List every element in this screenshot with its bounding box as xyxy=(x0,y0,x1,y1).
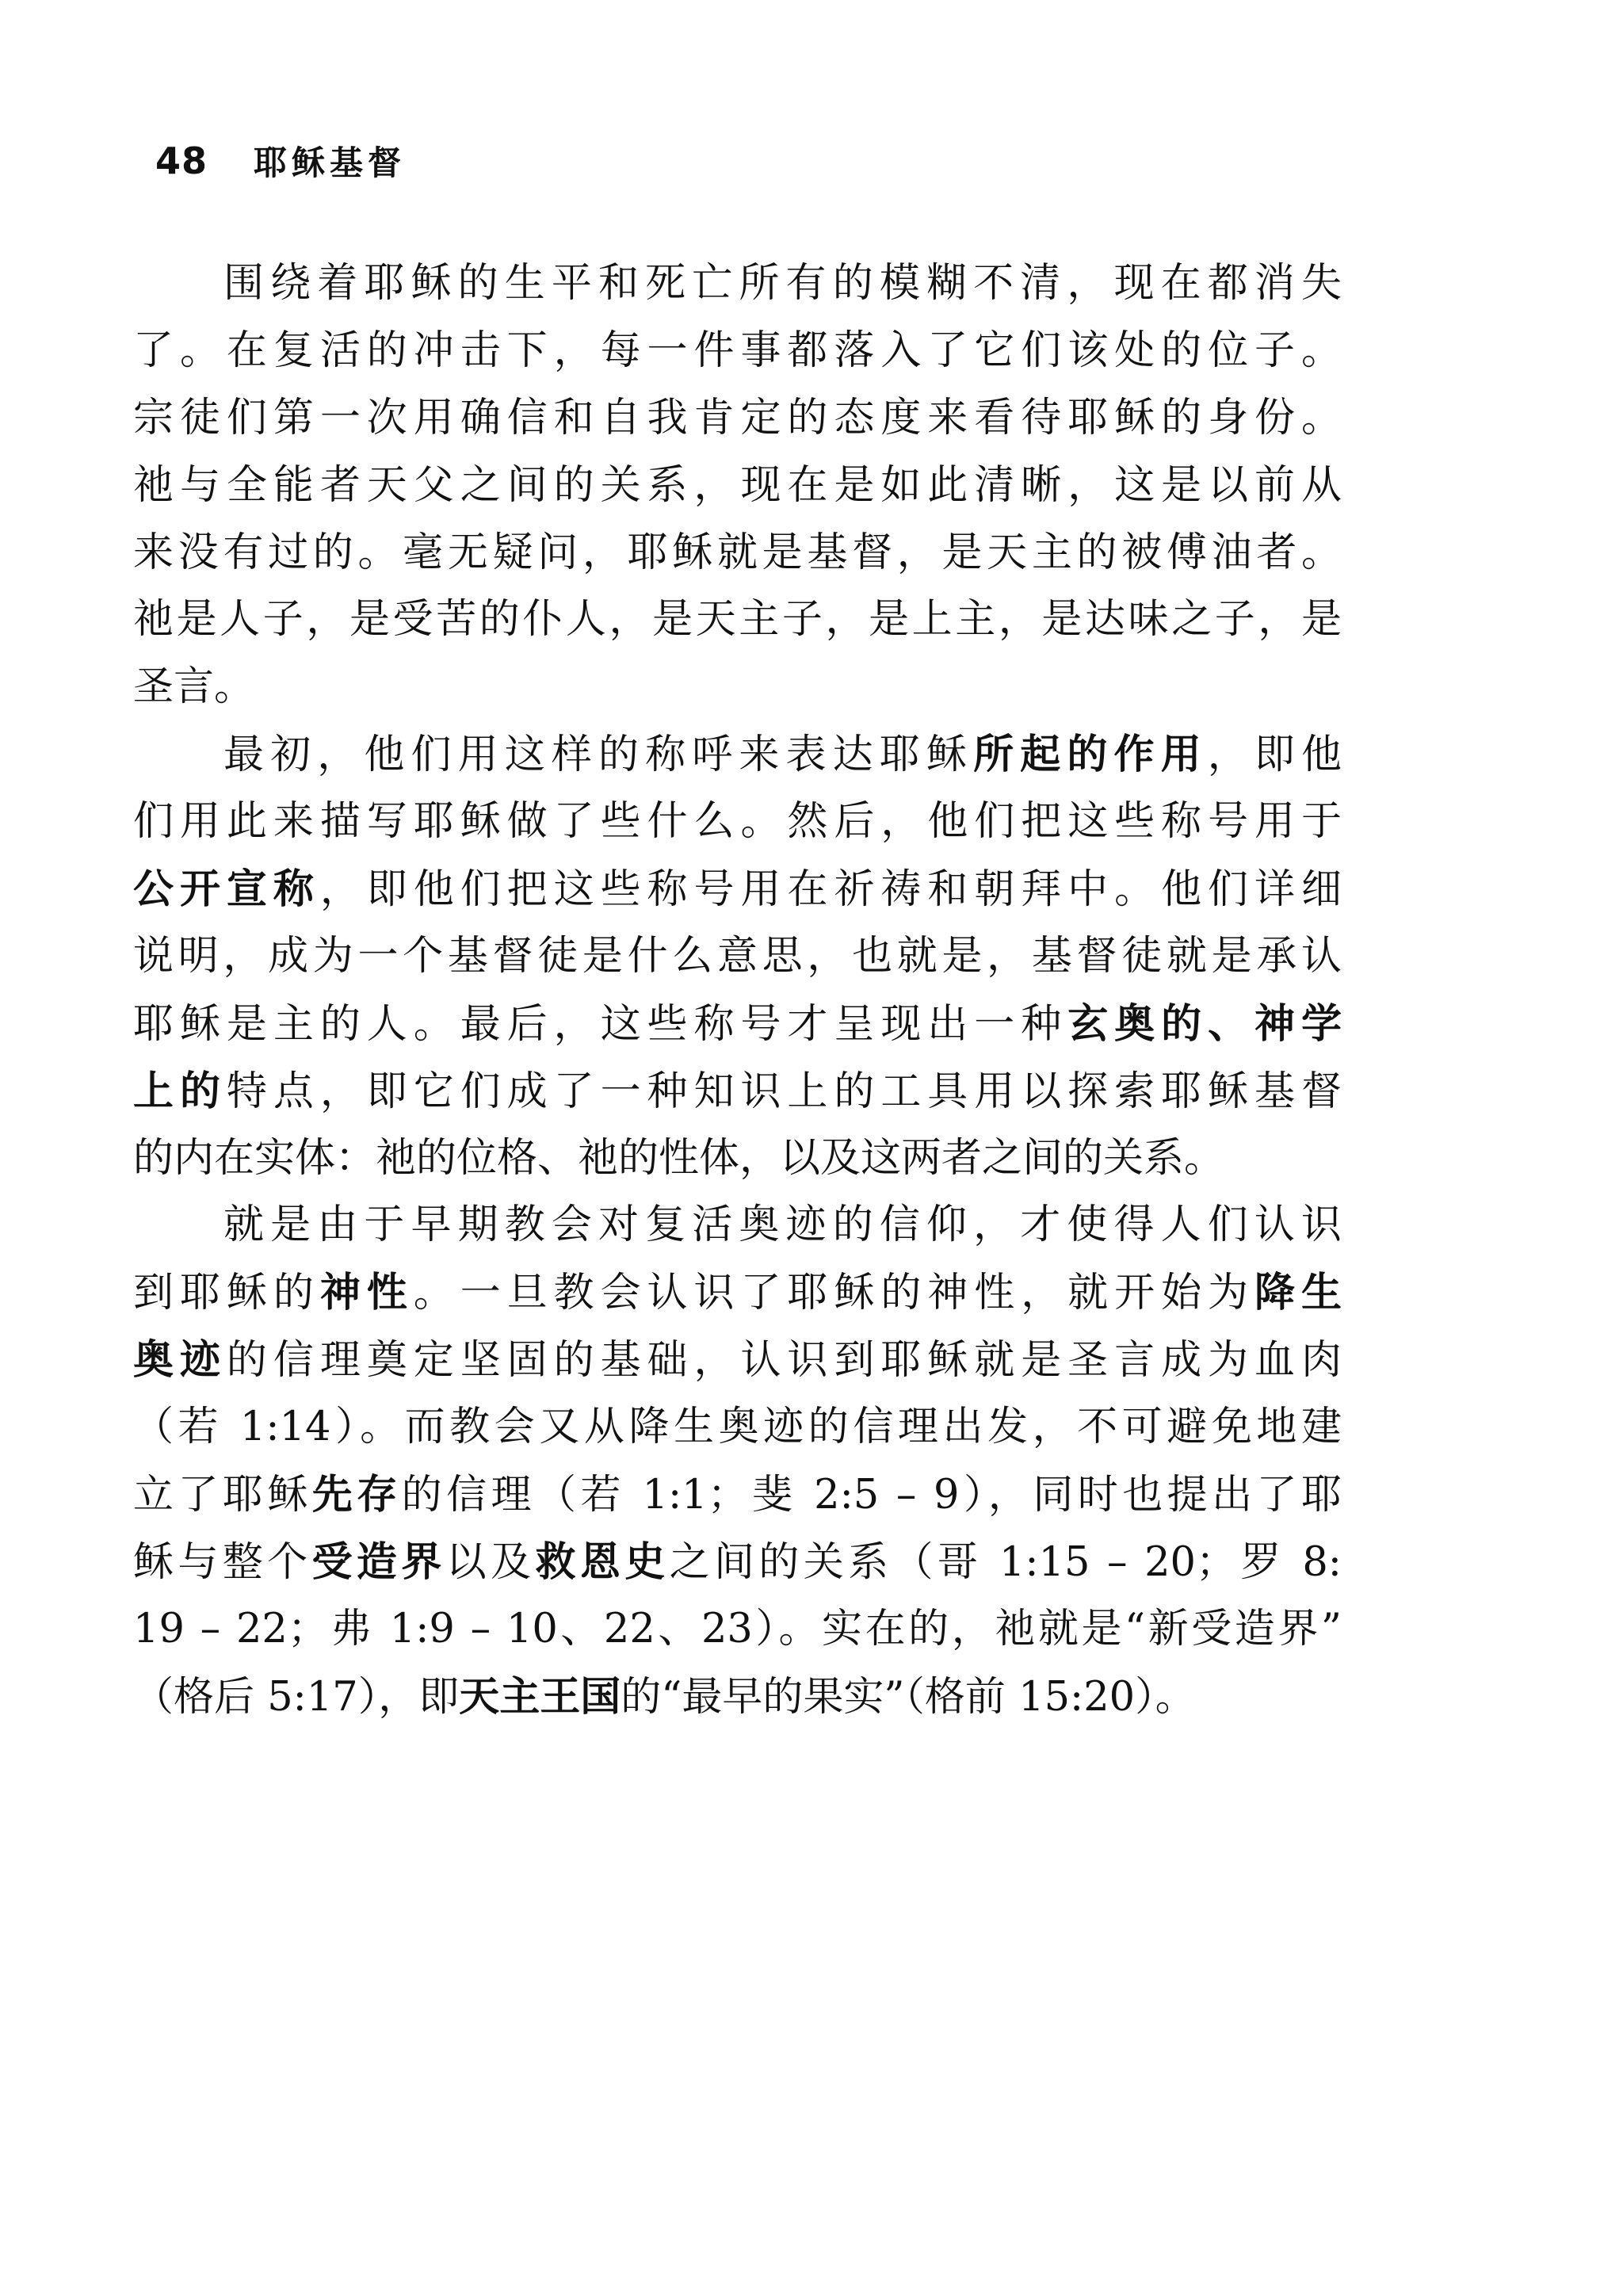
paragraph-1 xyxy=(133,250,1342,721)
text-line: 祂与全能者天父之间的关系，现在是如此清晰，这是以前从 xyxy=(133,461,1342,509)
running-head xyxy=(155,133,406,189)
text-line: 圣言。 xyxy=(133,663,255,711)
emphasis-text: 上的 xyxy=(133,1067,227,1115)
text-line: 祂是人子，是受苦的仆人，是天主子，是上主，是达味之子，是 xyxy=(133,596,1342,644)
emphasis-text: 救恩史 xyxy=(535,1538,670,1586)
text-run: 到耶稣的 xyxy=(133,1270,320,1317)
text-line: 围绕着耶稣的生平和死亡所有的模糊不清，现在都消失 xyxy=(223,260,1342,307)
text-line xyxy=(133,856,1342,923)
text-run: 。一旦教会认识了耶稣的神性，就开始为 xyxy=(413,1270,1255,1317)
emphasis-text: 神性 xyxy=(319,1269,414,1317)
text-run: ，即他们把这些称号用在祈祷和朝拜中。他们详细 xyxy=(319,866,1342,914)
text-line: 来没有过的。毫无疑问，耶稣就是基督，是天主的被傅油者。 xyxy=(133,529,1342,576)
text-line xyxy=(133,1058,1342,1125)
emphasis-text: 天主王国 xyxy=(459,1672,621,1721)
text-run: 最初，他们用这样的称呼来表达耶稣 xyxy=(223,732,974,779)
text-run: 的“最早的果实”（格前 15:20）。 xyxy=(621,1673,1196,1721)
text-run: 耶稣是主的人。最后，这些称号才呈现出一种 xyxy=(133,1000,1068,1048)
text-line xyxy=(133,1529,1342,1596)
text-line: 们用此来描写耶稣做了些什么。然后，他们把这些称号用于 xyxy=(133,798,1342,846)
text-run: 以及 xyxy=(445,1538,536,1586)
text-line: （若 1:14）。而教会又从降生奥迹的信理出发，不可避免地建 xyxy=(133,1404,1342,1451)
text-line xyxy=(133,721,1342,789)
text-line: 了。在复活的冲击下，每一件事都落入了它们该处的位子。 xyxy=(133,327,1342,374)
emphasis-text: 先存 xyxy=(311,1471,402,1519)
text-line: 19 – 22；弗 1:9 – 10、22、23）。实在的，祂就是“新受造界” xyxy=(133,1605,1342,1652)
text-line: 说明，成为一个基督徒是什么意思，也就是，基督徒就是承认 xyxy=(133,932,1342,980)
text-run: （格后 5:17），即 xyxy=(133,1673,460,1721)
text-line xyxy=(133,1327,1342,1394)
body-text xyxy=(133,250,1342,1731)
emphasis-text: 所起的作用 xyxy=(973,731,1208,779)
paragraph-2 xyxy=(133,721,1342,1192)
page-number: 48 xyxy=(155,139,208,182)
text-run: 特点，即它们成了一种知识上的工具用以探索耶稣基督 xyxy=(226,1068,1342,1115)
paragraph-3 xyxy=(133,1192,1342,1730)
emphasis-text: 奥迹 xyxy=(133,1336,227,1385)
text-line xyxy=(133,1664,1342,1731)
text-line: 宗徒们第一次用确信和自我肯定的态度来看待耶稣的身份。 xyxy=(133,394,1342,441)
text-line xyxy=(133,991,1342,1058)
text-run: 稣与整个 xyxy=(133,1538,312,1586)
emphasis-text: 受造界 xyxy=(311,1538,446,1586)
text-line xyxy=(133,1259,1342,1327)
text-line: 就是由于早期教会对复活奥迹的信仰，才使得人们认识 xyxy=(223,1201,1342,1249)
text-line xyxy=(133,1461,1342,1529)
emphasis-text: 玄奥的、神学 xyxy=(1067,999,1342,1048)
text-run: 之间的关系（哥 1:15 – 20；罗 8: xyxy=(669,1538,1342,1586)
text-line: 的内在实体：祂的位格、祂的性体，以及这两者之间的关系。 xyxy=(133,1134,1225,1182)
book-title: 耶稣基督 xyxy=(254,143,407,182)
emphasis-text: 公开宣称 xyxy=(133,865,320,914)
emphasis-text: 降生 xyxy=(1254,1269,1342,1317)
text-run: ，即他 xyxy=(1207,732,1342,779)
text-run: 的信理（若 1:1；斐 2:5 – 9），同时也提出了耶 xyxy=(401,1472,1342,1519)
text-run: 立了耶稣 xyxy=(133,1472,312,1519)
text-run: 的信理奠定坚固的基础，认识到耶稣就是圣言成为血肉 xyxy=(226,1337,1342,1385)
